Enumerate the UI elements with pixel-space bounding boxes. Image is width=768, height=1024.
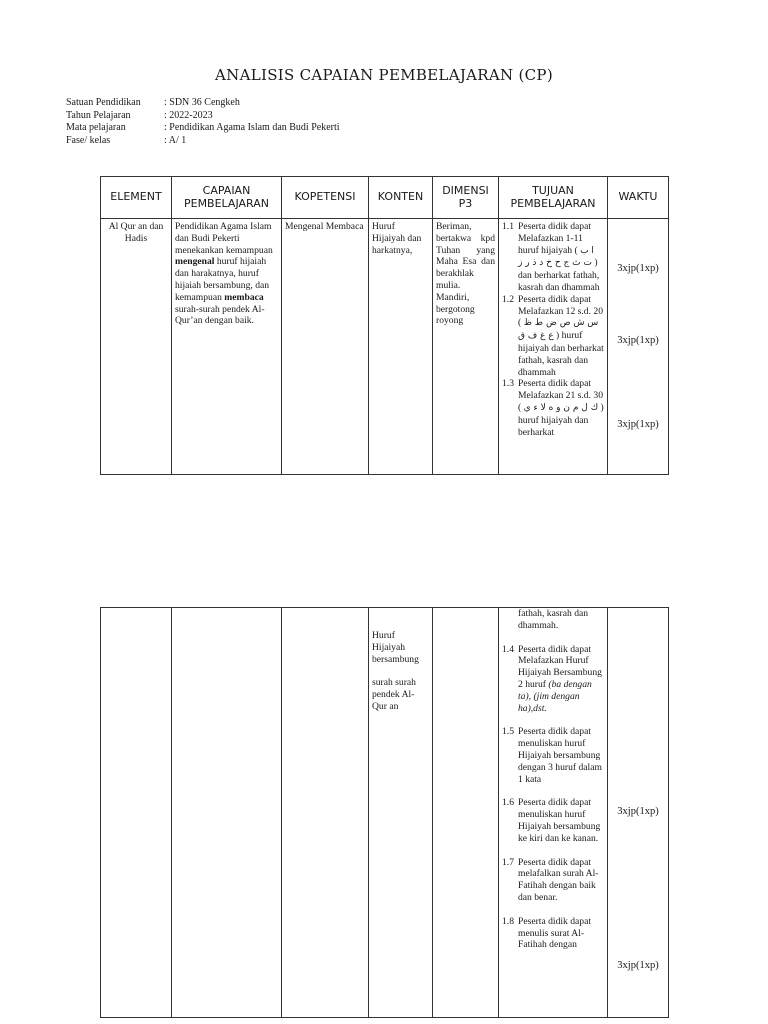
- capaian-bold: mengenal: [175, 256, 215, 268]
- konten-text: surah surah pendek Al-Qur an: [372, 677, 416, 712]
- meta-label: Tahun Pelajaran: [66, 109, 131, 121]
- header-konten: KONTEN: [369, 177, 433, 219]
- waktu-value: 3xjp(1xp): [617, 263, 659, 274]
- capaian-text: Pendidikan Agama Islam dan Budi Pekerti menekankan kemampuan: [175, 221, 273, 256]
- arabic-letters: ا ب ت ث ج ح خ د ذ ر ز: [518, 245, 594, 269]
- tujuan-text-a: Peserta didik dapat Melafazkan 1-11 huruf hijaiyah (: [518, 221, 591, 256]
- tujuan-item: [502, 726, 604, 785]
- kompetensi-cell: [282, 608, 369, 1018]
- spacer: [502, 714, 604, 726]
- tujuan-number: 1.8: [502, 915, 514, 927]
- document-meta: [66, 97, 340, 147]
- waktu-value: 3xjp(1xp): [617, 335, 659, 346]
- tujuan-number: 1.1: [502, 221, 514, 232]
- tujuan-text-b: ) dan berharkat fathah, kasrah dan dhammah: [518, 257, 600, 293]
- dimensi-cell: [433, 608, 499, 1018]
- tujuan-number: 1.5: [502, 726, 514, 738]
- capaian-cell: [172, 608, 282, 1018]
- meta-value: : SDN 36 Cengkeh: [164, 97, 240, 108]
- meta-row-tahun: [66, 110, 340, 123]
- spacer: [372, 665, 429, 677]
- capaian-text: surah-surah pendek Al-Qur’an dengan baik.: [175, 303, 265, 327]
- cp-table-page2: [100, 607, 669, 1018]
- spacer: [502, 785, 604, 797]
- meta-row-mapel: [66, 122, 340, 135]
- tujuan-number: 1.6: [502, 797, 514, 809]
- tujuan-text-b: ) huruf hijaiyah dan berharkat fathah, kasrah dan dhammah: [518, 330, 604, 378]
- tujuan-list: [502, 644, 604, 952]
- tujuan-text: [518, 294, 604, 379]
- meta-value: : A/ 1: [164, 134, 187, 146]
- tujuan-text: Peserta didik dapat menuliskan huruf Hijaiyah bersambung dengan 3 huruf dalam 1 kata: [518, 726, 602, 785]
- waktu-value: 3xjp(1xp): [617, 806, 659, 817]
- element-cell: [101, 608, 172, 1018]
- tujuan-number: 1.4: [502, 643, 514, 655]
- tujuan-italic: (ba dengan ta), (jim dengan ha),dst.: [518, 678, 592, 714]
- header-waktu: WAKTU: [608, 177, 669, 219]
- kompetensi-cell: Mengenal Membaca: [282, 219, 369, 475]
- tujuan-number: 1.2: [502, 293, 514, 305]
- tujuan-text-a: Peserta didik dapat Melafazkan Huruf Hijaiyah Bersambung 2 huruf: [518, 643, 602, 690]
- tujuan-item: [502, 644, 604, 715]
- meta-value: : 2022-2023: [164, 109, 213, 121]
- tujuan-item: [502, 916, 604, 951]
- meta-row-satuan: [66, 97, 340, 110]
- meta-row-fase: [66, 135, 340, 148]
- header-capaian: CAPAIAN PEMBELAJARAN: [172, 177, 282, 219]
- cp-table-page1: [100, 176, 669, 475]
- meta-label: Fase/ kelas: [66, 134, 111, 146]
- tujuan-cell: [499, 219, 608, 475]
- tujuan-item: [502, 857, 604, 904]
- tujuan-text: [518, 378, 604, 438]
- header-element: ELEMENT: [101, 177, 172, 219]
- capaian-bold: membaca: [224, 291, 264, 303]
- tujuan-text-b: ) huruf hijaiyah dan berharkat: [518, 401, 604, 438]
- table-row: [101, 608, 669, 1018]
- waktu-value: 3xjp(1xp): [617, 419, 659, 430]
- capaian-text: huruf hijaiah dan harakatnya, huruf hijaiah bersambung, dan kemampuan: [175, 256, 270, 303]
- meta-value: : Pendidikan Agama Islam dan Budi Pekerti: [164, 122, 340, 133]
- waktu-cell: [608, 608, 669, 1018]
- tujuan-text-a: Peserta didik dapat Melafazkan 12 s.d. 20 (: [518, 293, 603, 329]
- table-header-row: [101, 177, 669, 219]
- meta-label: Satuan Pendidikan: [66, 97, 141, 108]
- waktu-value: 3xjp(1xp): [617, 960, 659, 971]
- tujuan-number: 1.7: [502, 856, 514, 868]
- waktu-cell: [608, 219, 669, 475]
- tujuan-text-a: Peserta didik dapat Melafazkan 21 s.d. 30 (: [518, 378, 603, 413]
- meta-label: Mata pelajaran: [66, 122, 126, 133]
- konten-text: Huruf Hijaiyah bersambung: [372, 630, 419, 665]
- header-dimensi: DIMENSI P3: [433, 177, 499, 219]
- tujuan-number: 1.3: [502, 378, 514, 390]
- spacer: [502, 632, 604, 644]
- tujuan-item: [502, 294, 604, 379]
- tujuan-item: [502, 378, 604, 438]
- element-cell: Al Qur an dan Hadis: [101, 219, 172, 475]
- document-title: ANALISIS CAPAIAN PEMBELAJARAN (CP): [215, 66, 553, 84]
- dimensi-cell: Beriman, bertakwa kpd Tuhan yang Maha Esa dan berakhlak mulia. Mandiri, bergotong royong: [433, 219, 499, 475]
- tujuan-text: Peserta didik dapat menuliskan huruf Hijaiyah bersambung ke kiri dan ke kanan.: [518, 797, 601, 844]
- tujuan-item: [502, 221, 604, 294]
- tujuan-item: [502, 797, 604, 844]
- tujuan-text: Peserta didik dapat menulis surat Al-Fatihah dengan: [518, 915, 591, 951]
- tujuan-text: [518, 221, 604, 294]
- spacer: [502, 845, 604, 857]
- konten-cell: Huruf Hijaiyah dan harkatnya,: [369, 219, 433, 475]
- tujuan-continuation: fathah, kasrah dan dhammah.: [518, 608, 589, 631]
- arabic-letters: ك ل م ن و ه لا ء ي: [523, 402, 599, 413]
- table-row: [101, 219, 669, 475]
- tujuan-list: [502, 221, 604, 438]
- tujuan-text: Peserta didik dapat melafalkan surah Al-Fatihah dengan baik dan benar.: [518, 856, 599, 903]
- header-kompetensi: KOPETENSI: [282, 177, 369, 219]
- konten-cell: [369, 608, 433, 1018]
- tujuan-text: [518, 644, 604, 715]
- capaian-cell: [172, 219, 282, 475]
- header-tujuan: TUJUAN PEMBELAJARAN: [499, 177, 608, 219]
- spacer: [502, 904, 604, 916]
- tujuan-cell: [499, 608, 608, 1018]
- arabic-letters: س ش ص ض ط ظ ع غ ف ق: [518, 318, 599, 342]
